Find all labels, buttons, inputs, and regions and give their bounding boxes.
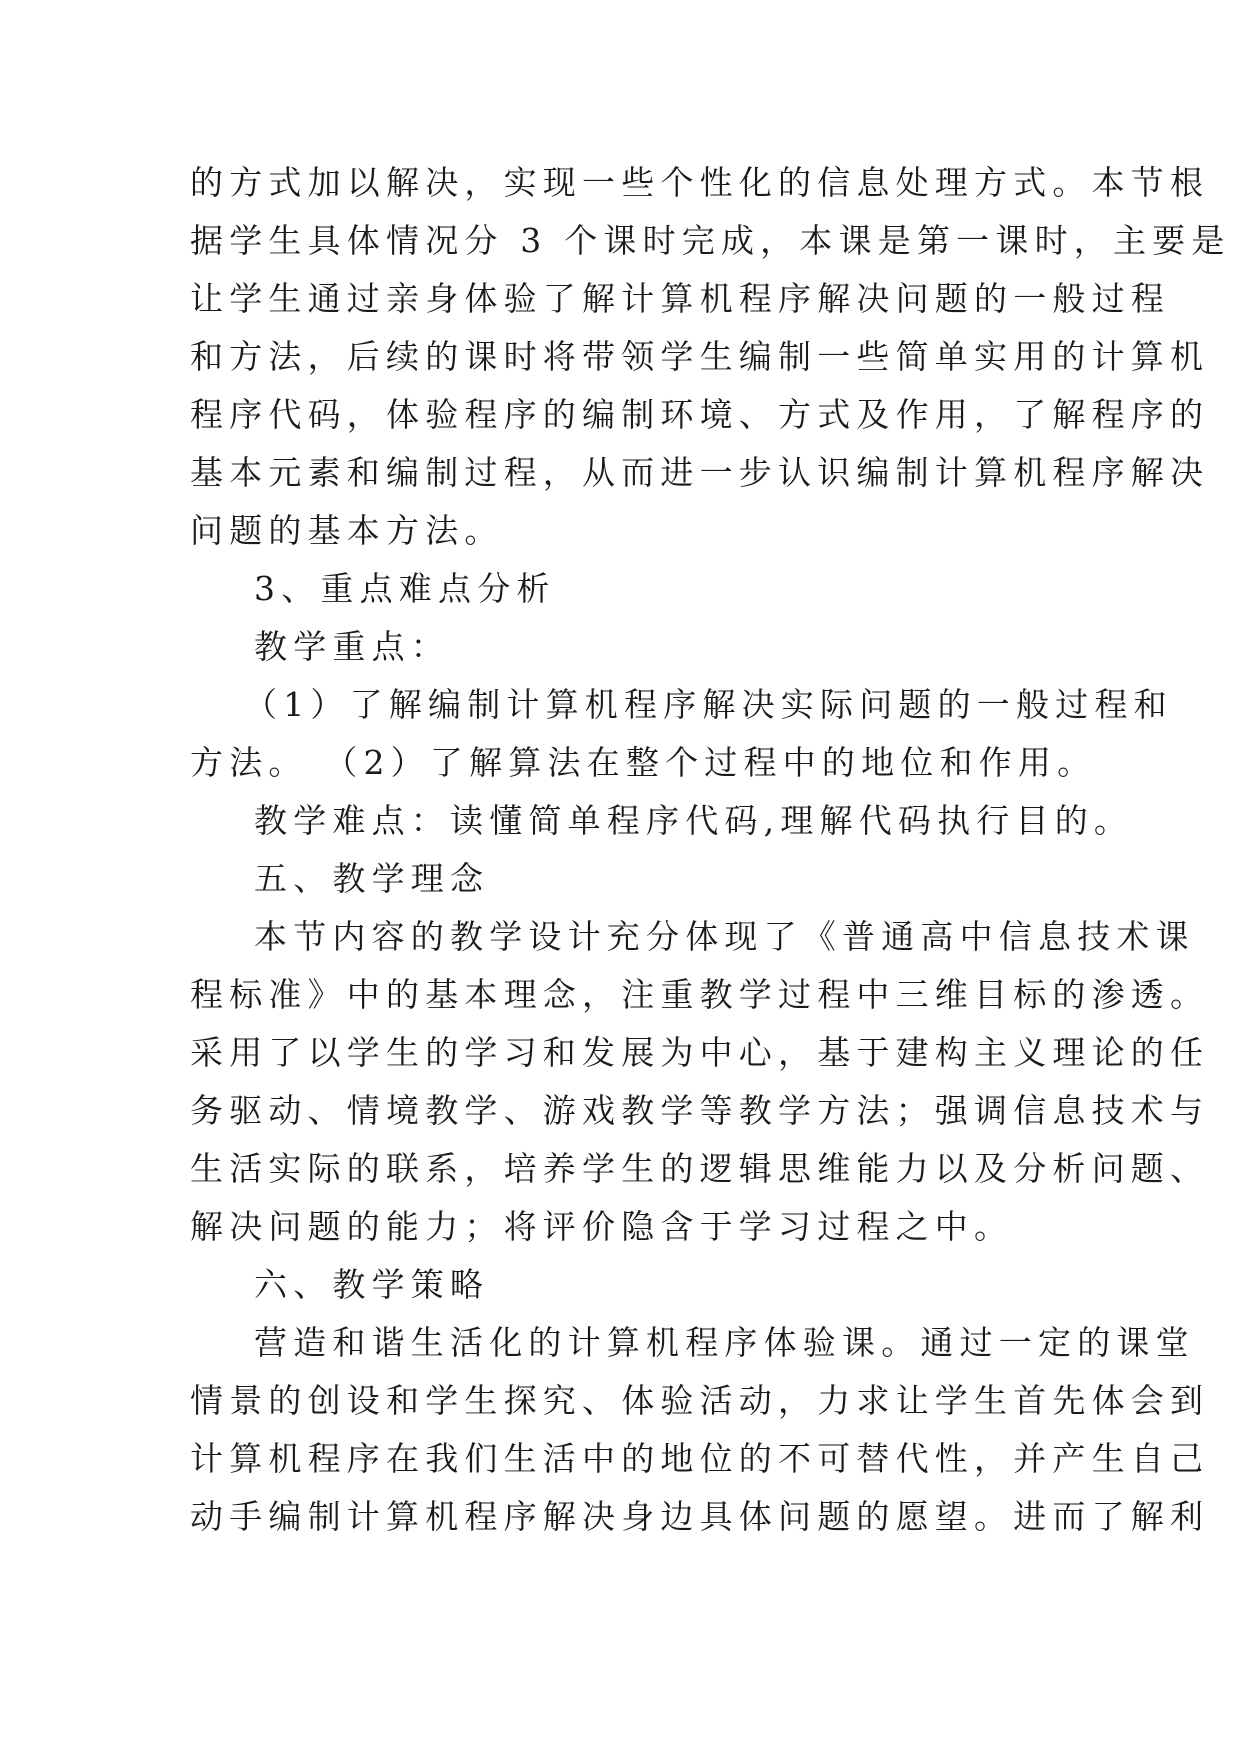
paragraph-line: 计算机程序在我们生活中的地位的不可替代性，并产生自己 [190,1439,1210,1478]
paragraph-line: 程标准》中的基本理念，注重教学过程中三维目标的渗透。 [190,975,1210,1014]
paragraph-line: 和方法，后续的课时将带领学生编制一些简单实用的计算机 [190,337,1210,376]
section-heading: 六、教学策略 [254,1265,490,1304]
paragraph-line: 生活实际的联系，培养学生的逻辑思维能力以及分析问题、 [190,1149,1210,1188]
paragraph-line: 情景的创设和学生探究、体验活动，力求让学生首先体会到 [190,1381,1210,1420]
paragraph-line: 采用了以学生的学习和发展为中心，基于建构主义理论的任 [190,1033,1210,1072]
section-heading: 3、重点难点分析 [254,569,556,608]
subsection-label: 教学重点： [254,627,450,666]
paragraph-line: 问题的基本方法。 [190,511,504,550]
paragraph-line: 的方式加以解决，实现一些个性化的信息处理方式。本节根 [190,163,1210,202]
paragraph-line: 方法。 （2）了解算法在整个过程中的地位和作用。 [190,743,1097,782]
paragraph-line: 营造和谐生活化的计算机程序体验课。通过一定的课堂 [254,1323,1195,1362]
paragraph-line: （1）了解编制计算机程序解决实际问题的一般过程和 [244,685,1173,724]
paragraph-line: 程序代码，体验程序的编制环境、方式及作用，了解程序的 [190,395,1210,434]
paragraph-line: 基本元素和编制过程，从而进一步认识编制计算机程序解决 [190,453,1210,492]
paragraph-line: 务驱动、情境教学、游戏教学等教学方法；强调信息技术与 [190,1091,1210,1130]
paragraph-line: 本节内容的教学设计充分体现了《普通高中信息技术课 [254,917,1195,956]
paragraph-line: 据学生具体情况分 3 个课时完成，本课是第一课时，主要是 [190,221,1231,260]
section-heading: 五、教学理念 [254,859,490,898]
paragraph-line: 解决问题的能力；将评价隐含于学习过程之中。 [190,1207,1014,1246]
paragraph-line: 让学生通过亲身体验了解计算机程序解决问题的一般过程 [190,279,1170,318]
paragraph-line: 教学难点：读懂简单程序代码,理解代码执行目的。 [254,801,1134,840]
paragraph-line: 动手编制计算机程序解决身边具体问题的愿望。进而了解利 [190,1497,1210,1536]
